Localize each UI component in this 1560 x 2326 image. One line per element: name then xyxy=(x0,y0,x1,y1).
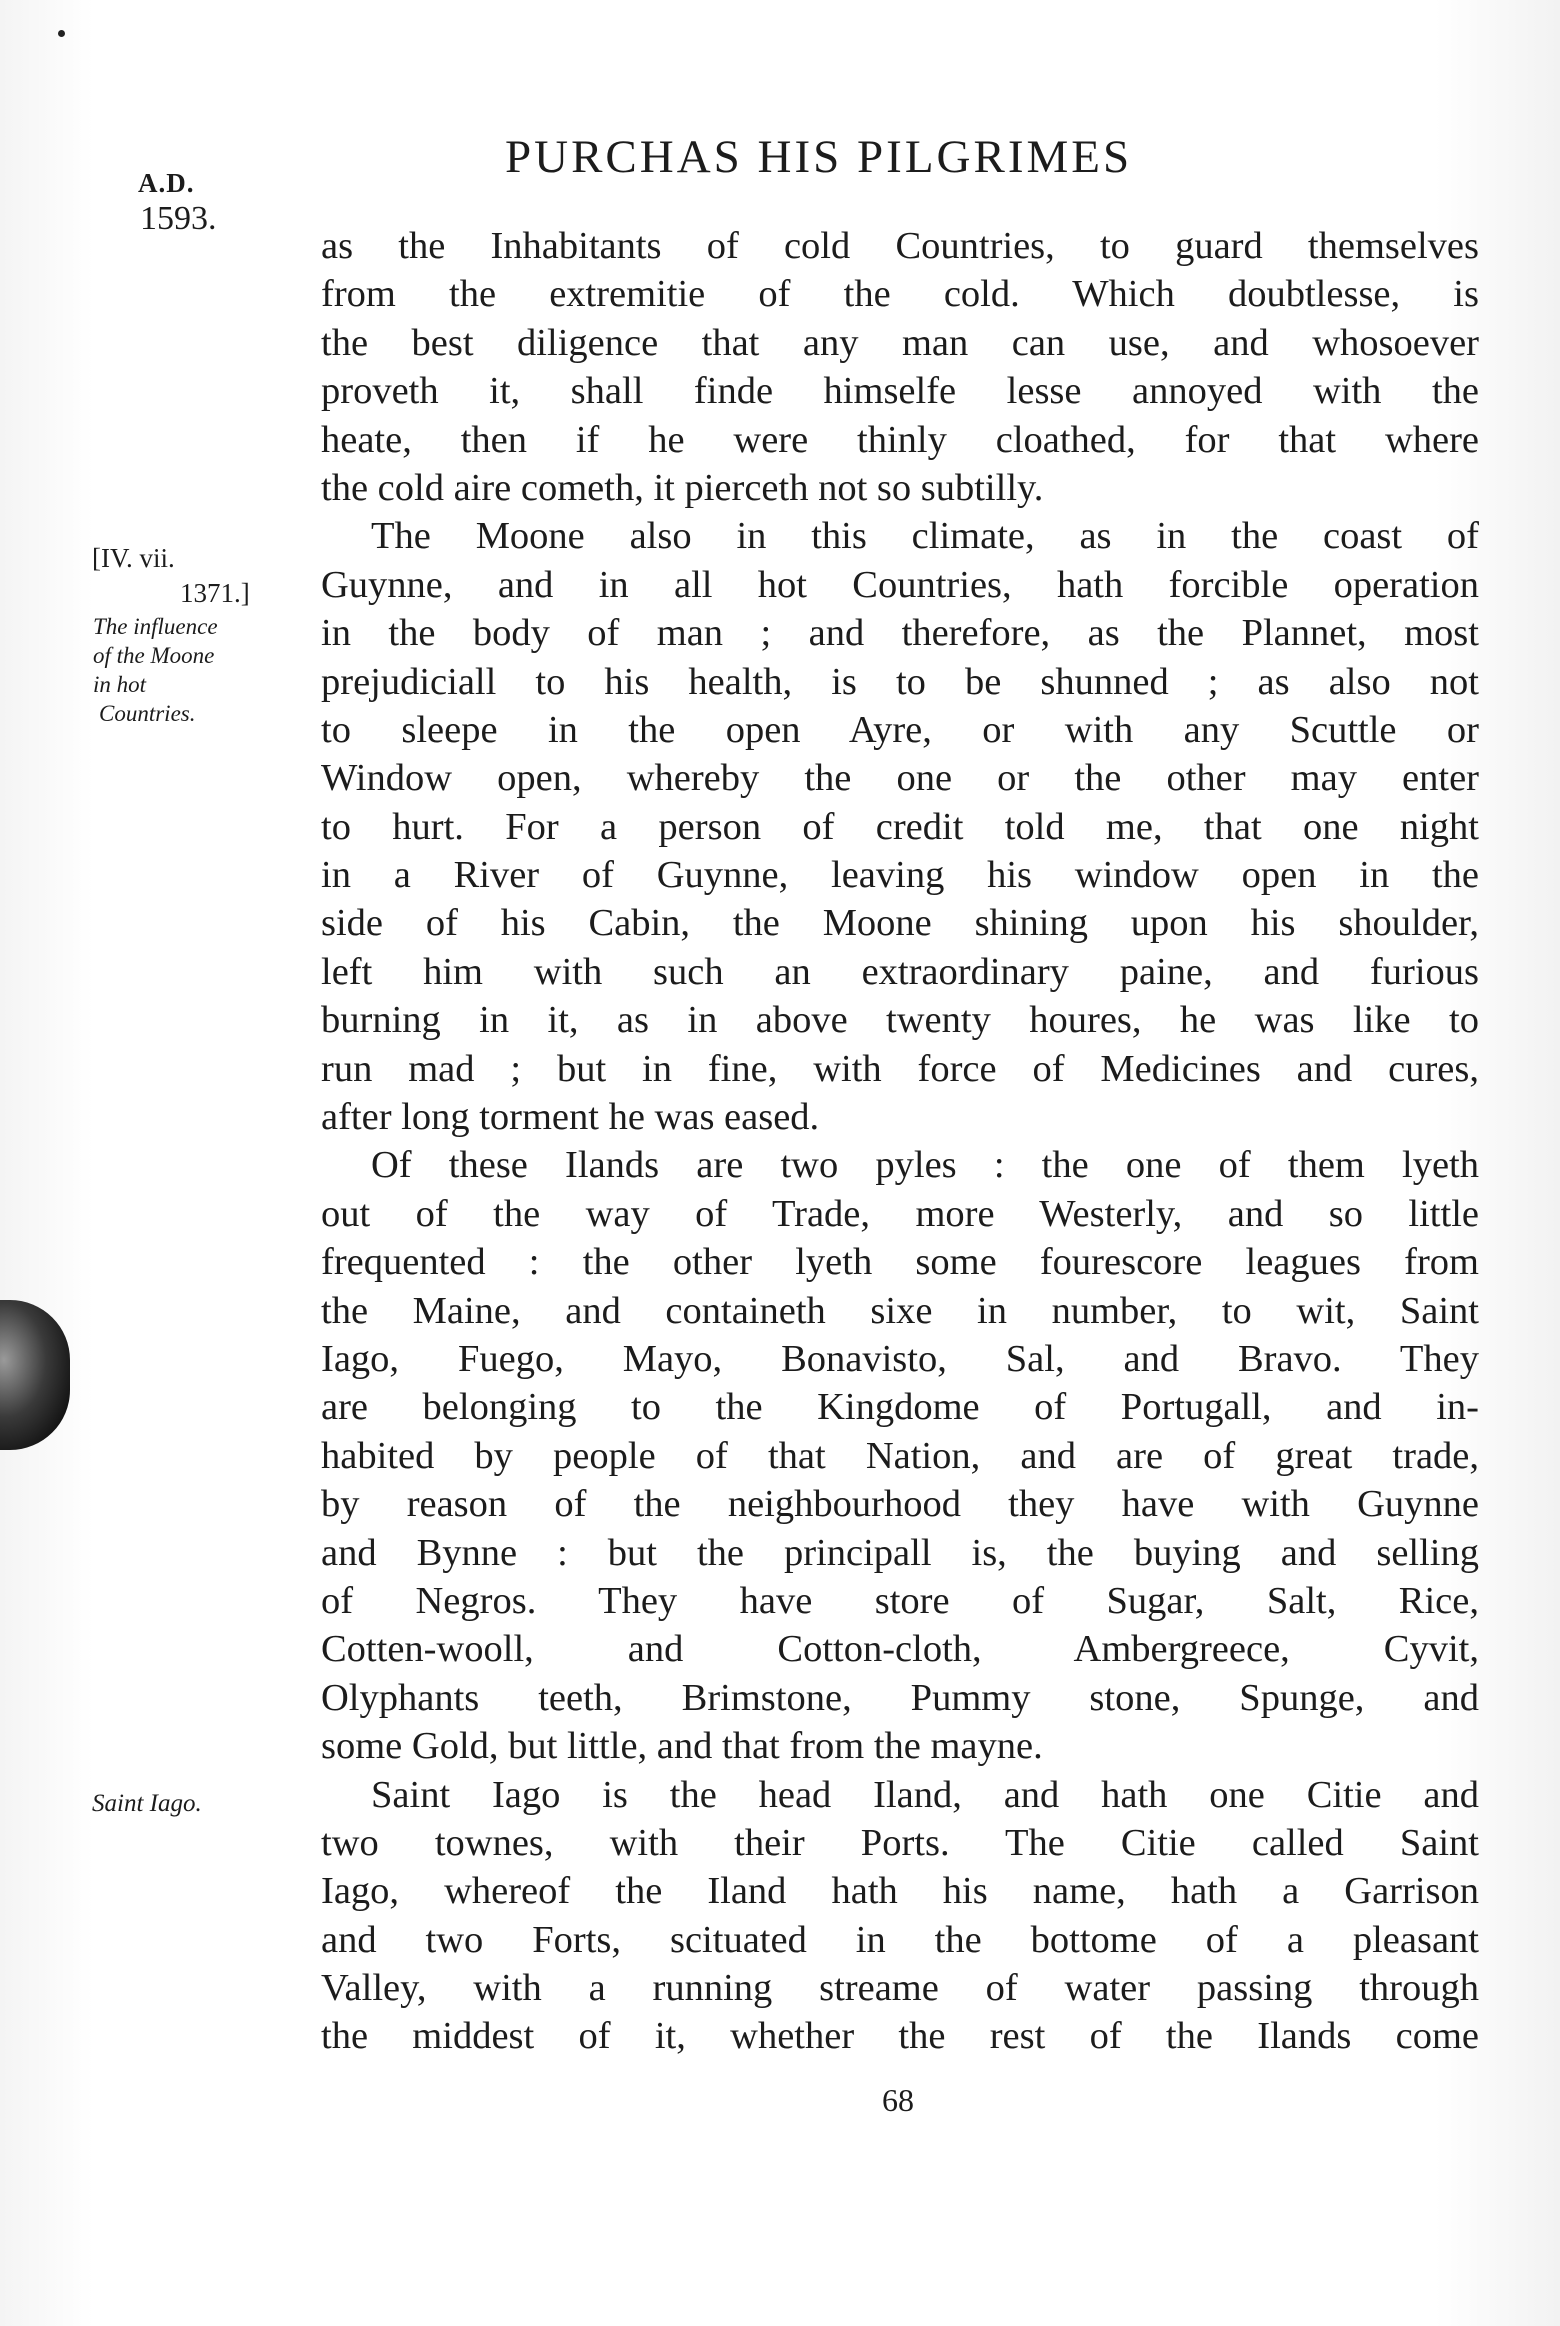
ad-label: A.D. xyxy=(138,168,195,198)
text-line: Guynne, and in all hot Countries, hath forcible operation xyxy=(321,563,1479,606)
margin-note-line: The influence xyxy=(93,614,218,639)
ink-speck xyxy=(58,30,65,37)
text-line: to hurt. For a person of credit told me, that one night xyxy=(321,805,1479,848)
text-line: the best diligence that any man can use, and whosoever xyxy=(321,321,1479,364)
text-line: the middest of it, whether the rest of the Ilands come xyxy=(321,2015,1479,2058)
text-line: left him with such an extraordinary paine, and furious xyxy=(321,950,1479,993)
text-line: of Negros. They have store of Sugar, Salt, Rice, xyxy=(321,1579,1479,1622)
text-line: side of his Cabin, the Moone shining upon his shoulder, xyxy=(321,902,1479,945)
text-line: Window open, whereby the one or the other may enter xyxy=(321,757,1479,800)
margin-note-line: in hot xyxy=(93,672,147,697)
margin-note-moone xyxy=(93,612,218,728)
text-line: the Maine, and containeth sixe in number, to wit, Saint xyxy=(321,1289,1479,1332)
running-title: PURCHAS HIS PILGRIMES xyxy=(505,131,1133,183)
text-line: burning in it, as in above twenty houres, he was like to xyxy=(321,999,1479,1042)
text-line: as the Inhabitants of cold Countries, to guard themselves xyxy=(321,225,1479,267)
text-line: out of the way of Trade, more Westerly, and so little xyxy=(321,1192,1479,1235)
margin-note-saint-iago: Saint Iago. xyxy=(92,1790,202,1817)
text-line: Of these Ilands are two pyles : the one of them lyeth xyxy=(371,1144,1479,1187)
margin-note-line: Countries. xyxy=(99,701,196,726)
text-line: Valley, with a running streame of water passing through xyxy=(321,1967,1479,2010)
text-line: Olyphants teeth, Brimstone, Pummy stone, Spunge, and xyxy=(321,1676,1479,1719)
text-line: Iago, whereof the Iland hath his name, hath a Garrison xyxy=(321,1870,1479,1913)
text-line: after long torment he was eased. xyxy=(321,1096,820,1139)
text-line: Cotten-wooll, and Cotton-cloth, Ambergreece, Cyvit, xyxy=(321,1628,1479,1671)
text-line: in the body of man ; and therefore, as the Plannet, most xyxy=(321,612,1479,655)
text-line: and Bynne : but the principall is, the buying and selling xyxy=(321,1531,1479,1574)
page-number: 68 xyxy=(882,2082,914,2118)
margin-note-line: of the Moone xyxy=(93,643,215,668)
text-line: Iago, Fuego, Mayo, Bonavisto, Sal, and Bravo. They xyxy=(321,1337,1479,1380)
text-line: from the extremitie of the cold. Which doubtlesse, is xyxy=(321,273,1479,316)
scanner-thumb-shadow xyxy=(0,1300,70,1450)
text-line: run mad ; but in fine, with force of Medicines and cures, xyxy=(321,1047,1479,1090)
text-line: heate, then if he were thinly cloathed, for that where xyxy=(321,418,1479,461)
text-line: the cold aire cometh, it pierceth not so subtilly. xyxy=(321,466,1044,509)
text-line: frequented : the other lyeth some fourescore leagues from xyxy=(321,1241,1479,1284)
volume-reference-line1: [IV. vii. xyxy=(92,543,175,573)
text-line: by reason of the neighbourhood they have with Guynne xyxy=(321,1483,1479,1526)
text-line: and two Forts, scituated in the bottome of a pleasant xyxy=(321,1918,1479,1961)
text-line: Saint Iago is the head Iland, and hath one Citie and xyxy=(371,1773,1479,1816)
year-label: 1593. xyxy=(140,200,217,237)
text-line: proveth it, shall finde himselfe lesse annoyed with the xyxy=(321,370,1479,413)
text-line: two townes, with their Ports. The Citie called Saint xyxy=(321,1821,1479,1864)
text-line: to sleepe in the open Ayre, or with any Scuttle or xyxy=(321,708,1479,751)
text-line: The Moone also in this climate, as in the coast of xyxy=(371,515,1479,558)
text-line: in a River of Guynne, leaving his window open in the xyxy=(321,854,1479,897)
text-line: prejudiciall to his health, is to be shunned ; as also not xyxy=(321,660,1479,703)
text-line: some Gold, but little, and that from the mayne. xyxy=(321,1725,1043,1768)
text-line: are belonging to the Kingdome of Portugall, and in- xyxy=(321,1386,1479,1429)
text-line: habited by people of that Nation, and are of great trade, xyxy=(321,1434,1479,1477)
body-text xyxy=(321,222,1479,2061)
volume-reference-line2: 1371.] xyxy=(180,578,250,608)
